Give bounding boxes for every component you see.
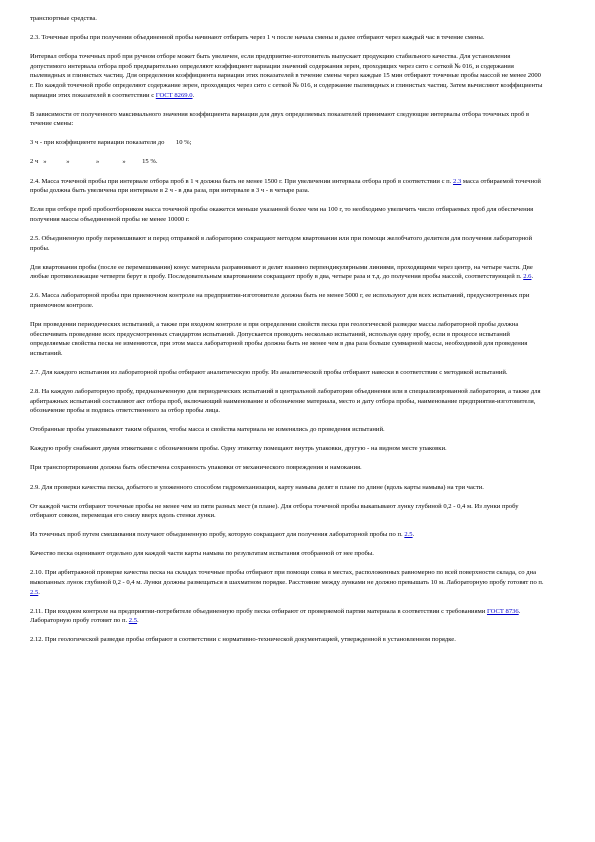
gost-8736-link[interactable]: ГОСТ 8736	[486, 607, 519, 615]
text-span: .	[412, 531, 415, 539]
paragraph: 2.3. Точечные пробы при получении объединенной пробы начинают отбирать через 1 ч после начала смены и далее отбирают через каждый час в течение смены.	[30, 34, 485, 42]
gost-8269-link[interactable]: ГОСТ 8269.0	[155, 91, 193, 99]
paragraph: От каждой части отбирают точечные пробы не менее чем из пяти разных мест (в плане). Для отбора точечной пробы выкапывают лунку глубиной 0,2 - 0,4 м. Из лунки пробу отбирают совком, перемещая его снизу вверх вдоль стенки лунки.	[30, 502, 519, 520]
paragraph: 2.6. Масса лабораторной пробы при приемочном контроле на предприятии-изготовителе должна быть не менее 5000 г, ее используют для всех испытаний, предусмотренных при приемочном контроле.	[30, 292, 530, 309]
clause-link[interactable]: 2.6	[523, 273, 532, 281]
paragraph	[30, 607, 545, 626]
paragraph: Отобранные пробы упаковывают таким образом, чтобы масса и свойства материала не изменялись до проведения испытаний.	[30, 426, 385, 434]
text-span: 2.11. При входном контроле на предприятии-потребителе объединенную пробу песка отбирают от проверяемой партии материала в соответствии с требованиями	[30, 607, 487, 615]
clause-link[interactable]: 2.5	[404, 531, 413, 539]
paragraph	[30, 263, 545, 282]
clause-link[interactable]: 2.5	[30, 588, 39, 596]
paragraph: 2.5. Объединенную пробу перемешивают и перед отправкой в лабораторию сокращают методом квартования или при помощи желобчатого делителя для получения лабораторной пробы.	[30, 234, 532, 252]
paragraph: Если при отборе проб пробоотборником масса точечной пробы окажется меньше указанной более чем на 100 г, то необходимо увеличить число отбираемых проб для обеспечения получения массы объединенной пробы не менее 10000 г.	[30, 206, 534, 223]
text-span: Интервал отбора точечных проб при ручном отборе может быть увеличен, если предприятие-изготовитель выпускает продукцию стабильного качества. Для установления допустимого интервала отбора проб предварительно определяют коэффициент вариации значений содержания зерен, проходящих через сито с сеткой № 016, и содержания пылевидных и глинистых частиц. Для определения коэффициента вариации этих показателей в течение смены через каждые 15 мин отбирают точечные пробы массой не менее 2000 г. По каждой точечной пробе определяют содержание зерен, проходящих через сито с сеткой № 016, и содержание пылевидных и глинистых частиц. Затем вычисляют коэффициенты вариации этих показателей в соответствии с	[30, 53, 543, 99]
text-span: .	[137, 617, 139, 625]
paragraph	[30, 52, 545, 100]
paragraph: 2.7. Для каждого испытания из лабораторной пробы отбирают аналитическую пробу. Из аналитической пробы отбирают навески в соответствии с методикой испытаний.	[30, 368, 508, 376]
text-span: масса отбираемой точечной пробы должна быть увеличена при интервале в 2 ч - в два раза, при интервале в 3 ч - в четыре раза.	[30, 177, 541, 195]
paragraph: В зависимости от полученного максимального значения коэффициента вариации для двух определяемых показателей принимают следующие интервалы отбора точечных проб в течение смены:	[30, 110, 530, 128]
text-span: Для квартования пробы (после ее перемешивания) конус материала разравнивают и делят взаимно перпендикулярными линиями, проходящими через центр, на четыре части. Две любые противолежащие четверти берут в пробу. Последовательным квартованием сокращают пробу в два, четыре раза и т.д. до получения пробы массой, соответствующей п.	[30, 263, 533, 281]
paragraph: 2.8. На каждую лабораторную пробу, предназначенную для периодических испытаний в центральной лаборатории объединения или в специализированной лаборатории, а также для арбитражных испытаний составляют акт отбора проб, включающий наименование и обозначение материала, место и дату отбора пробы, наименование предприятия-изготовителя, обозначение пробы и подпись ответственного за отбор пробы лица.	[30, 387, 541, 415]
text-span: 2.10. При арбитражной проверке качества песка на складах точечные пробы отбирают при помощи совка в местах, расположенных равномерно по всей поверхности склада, со дна выкопанных лунок глубиной 0,2 - 0,4 м. Лунки должны размещаться в шахматном порядке. Расстояние между лунками не должно превышать 10 м. Лабораторную пробу готовят по п.	[30, 569, 544, 587]
paragraph: При транспортировании должна быть обеспечена сохранность упаковки от механического повреждения и намокания.	[30, 464, 362, 472]
paragraph	[30, 568, 545, 597]
paragraph	[30, 530, 545, 540]
paragraph: При проведении периодических испытаний, а также при входном контроле и при определении свойств песка при геологической разведке массы лабораторной пробы должна обеспечивать проведение всех предусмотренных стандартом испытаний. Допускается проводить несколько испытаний, используя одну пробу, если в процессе испытаний определяемые свойства песка не изменяются, при этом масса лабораторной пробы должна быть не менее чем в два раза больше суммарной массы, необходимой для проведения испытаний.	[30, 320, 528, 357]
text-span: .	[531, 273, 534, 281]
paragraph: Качество песка оценивают отдельно для каждой части карты намыва по результатам испытания отобранной от нее пробы.	[30, 550, 374, 558]
text-span: 2.4. Масса точечной пробы при интервале отбора проб в 1 ч должна быть не менее 1500 г. При увеличении интервала отбора проб в соответствии с п.	[30, 177, 454, 185]
text-span: Из точечных проб путем смешивания получают объединенную пробу, которую сокращают для получения лабораторной пробы по п.	[30, 531, 405, 539]
text-span: . Лабораторную пробу готовят по п.	[30, 607, 521, 625]
text-span: .	[192, 91, 195, 99]
paragraph: Каждую пробу снабжают двумя этикетками с обозначением пробы. Одну этикетку помещают внутрь упаковки, другую - на видном месте упаковки.	[30, 445, 447, 453]
paragraph: 2.12. При геологической разведке пробы отбирают в соответствии с нормативно-технической документацией, утвержденной в установленном порядке.	[30, 636, 456, 644]
interval-line: 3 ч - при коэффициенте вариации показателя до 10 %;	[30, 139, 192, 147]
interval-line: 2 ч » » » » 15 %.	[30, 158, 158, 166]
clause-link[interactable]: 2.5	[128, 617, 138, 625]
paragraph	[30, 177, 545, 196]
paragraph: транспортные средства.	[30, 15, 97, 22]
paragraph: 2.9. Для проверки качества песка, добытого и уложенного способом гидромеханизации, карту намыва делят в плане по длине (вдоль карты намыва) на три части.	[30, 483, 484, 491]
clause-link[interactable]: 2.3	[453, 177, 462, 185]
text-span: .	[38, 588, 40, 596]
